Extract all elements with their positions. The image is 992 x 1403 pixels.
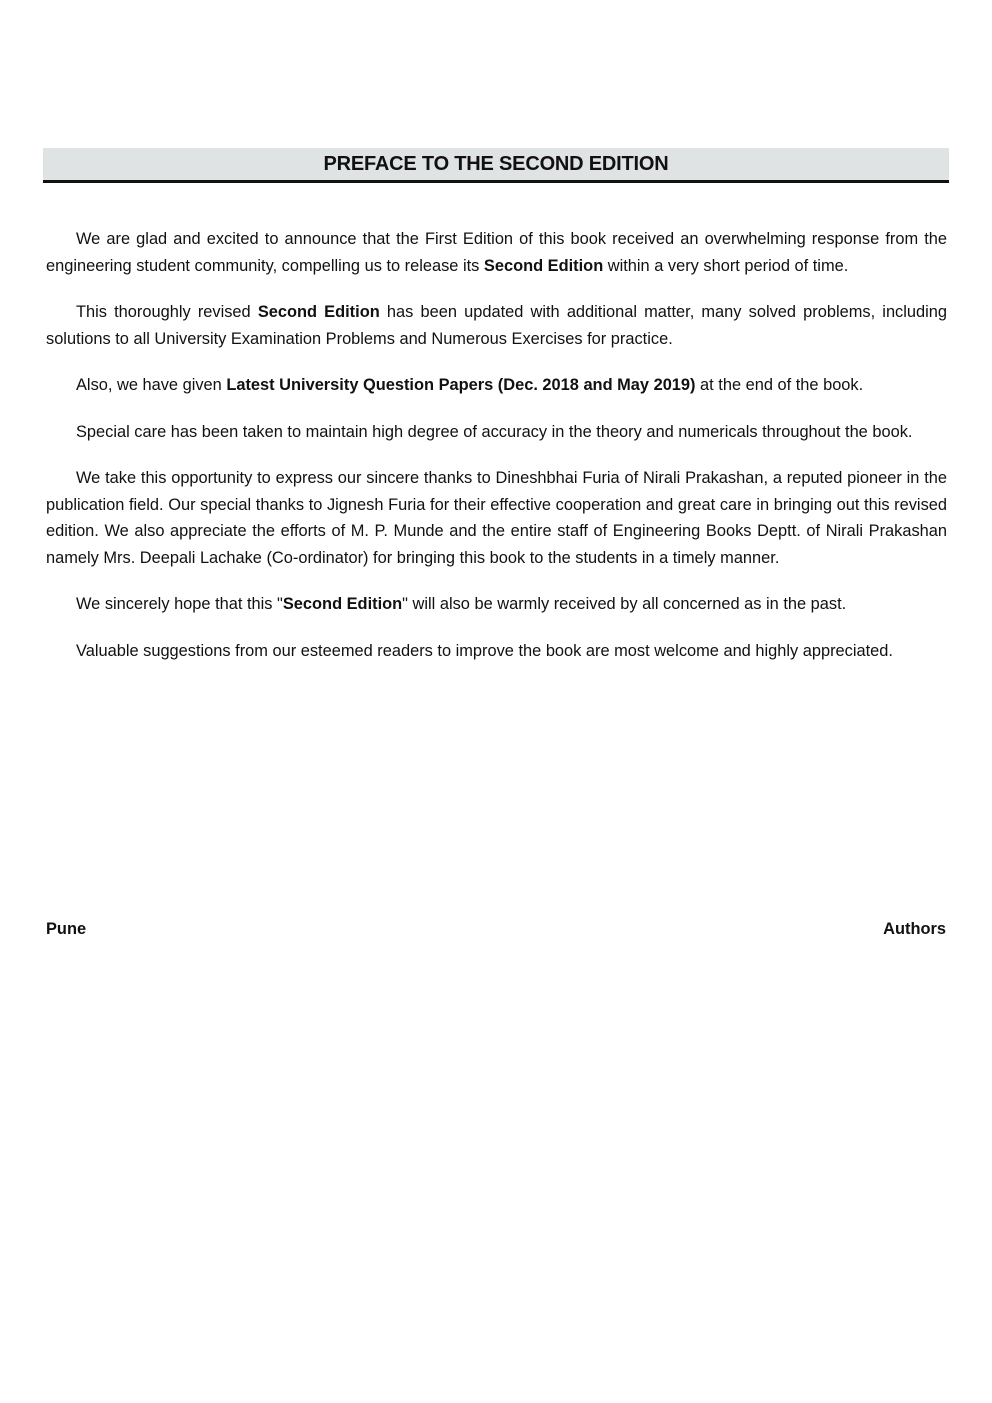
paragraph [46, 591, 947, 618]
text-run: " will also be warmly received by all concerned as in the past. [402, 595, 847, 613]
text-run: at the end of the book. [695, 376, 864, 394]
paragraph [46, 465, 947, 571]
bold-text: Second Edition [257, 303, 380, 321]
text-run: Special care has been taken to maintain high degree of accuracy in the theory and numericals throughout the book. [76, 422, 913, 441]
paragraph [46, 299, 947, 352]
signature-place: Pune [46, 920, 87, 938]
section-title-bar [43, 148, 949, 183]
paragraph [46, 372, 947, 399]
page-title: PREFACE TO THE SECOND EDITION [323, 153, 669, 175]
text-run: Also, we have given [76, 376, 227, 394]
paragraph [46, 419, 947, 446]
text-run: We are glad and excited to announce that the First Edition of this book received an overwhelming response from the engineering student community, compelling us to release its [46, 230, 947, 275]
text-run: Valuable suggestions from our esteemed readers to improve the book are most welcome and highly appreciated. [76, 641, 893, 660]
text-run: has been updated with additional matter, many solved problems, including solutions to all University Examination Problems and Numerous Exercises for practice. [46, 303, 948, 348]
bold-text: Latest University Question Papers (Dec. 2018 and May 2019) [226, 376, 696, 394]
signature-authors: Authors [883, 920, 946, 938]
paragraph [46, 226, 947, 279]
text-run: This thoroughly revised [76, 303, 258, 321]
text-run: We sincerely hope that this " [76, 595, 283, 613]
bold-text: Second Edition [282, 595, 403, 613]
bold-text: Second Edition [483, 256, 604, 275]
preface-body [46, 226, 947, 684]
text-run: within a very short period of time. [603, 256, 849, 275]
text-run: We take this opportunity to express our sincere thanks to Dineshbhai Furia of Nirali Prakashan, a reputed pioneer in the publication field. Our special thanks to Jignesh Furia for their effective cooperation and great care in bringing out this revised edition. We also appreciate the efforts of M. P. Munde and the entire staff of Engineering Books Deptt. of Nirali Prakashan namely Mrs. Deepali Lachake (Co-ordinator) for bringing this book to the students in a timely manner. [46, 469, 947, 567]
paragraph [46, 638, 947, 665]
